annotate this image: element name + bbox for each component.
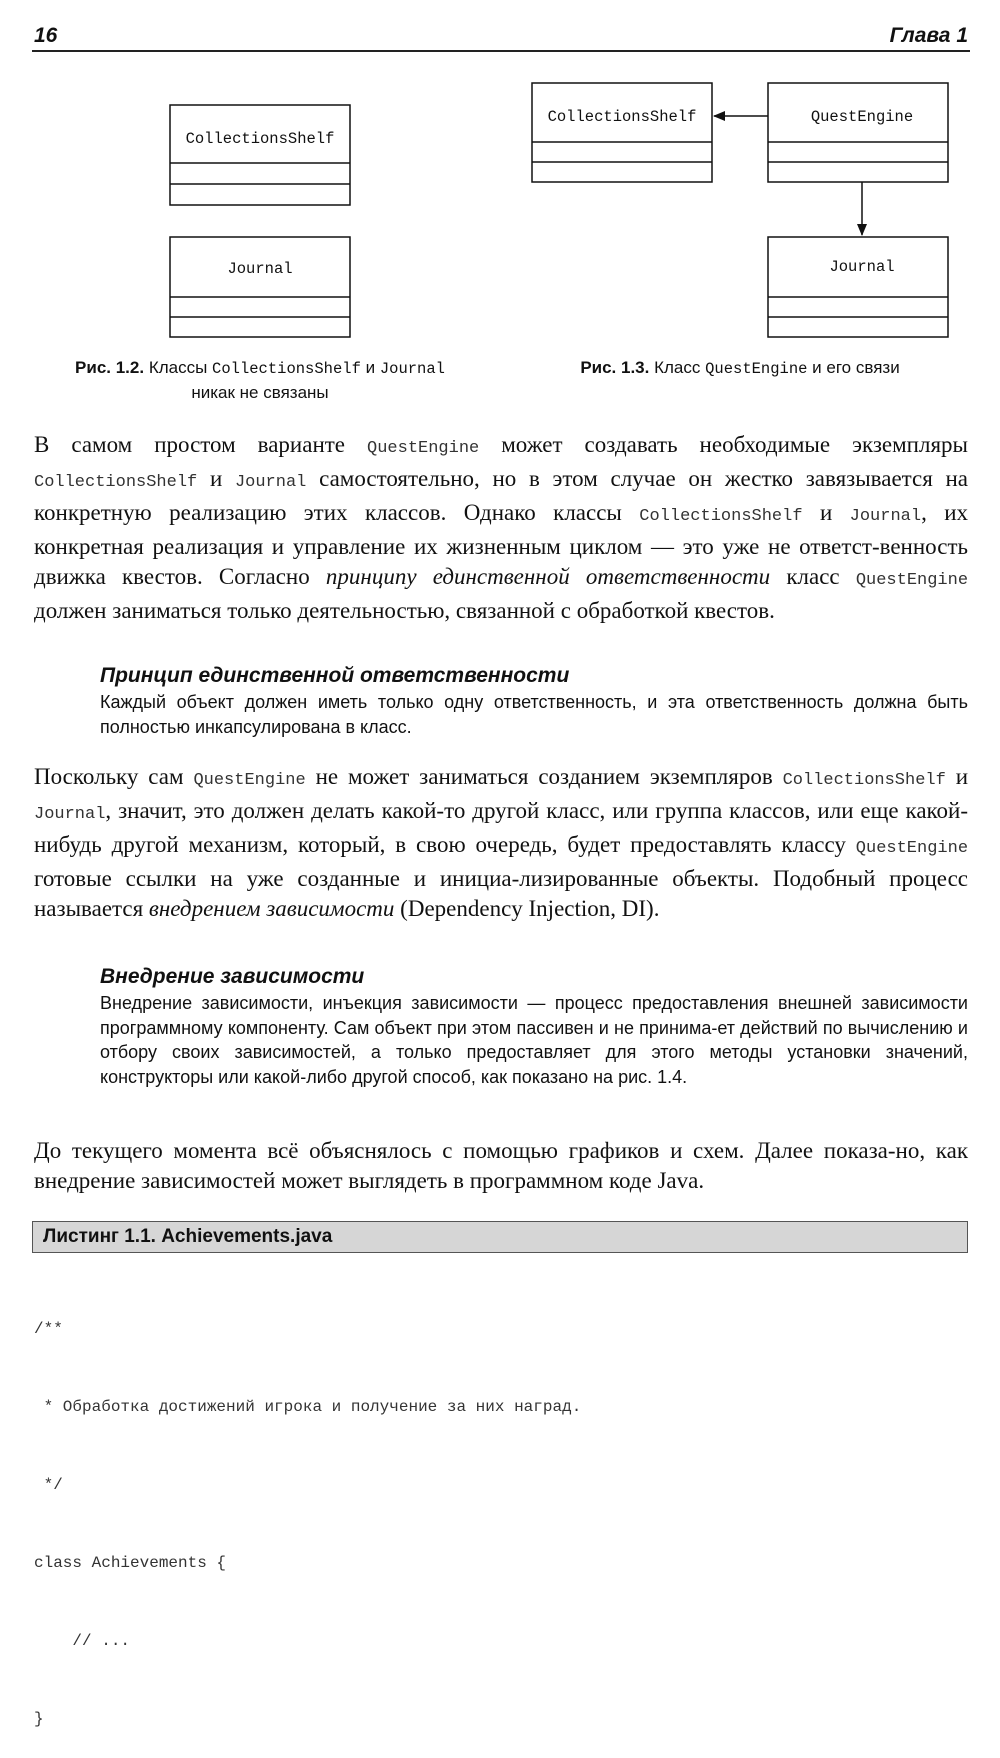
fig12-class1-name: CollectionsShelf <box>185 130 335 148</box>
note-body: Внедрение зависимости, инъекция зависимости — процесс предоставления внешней зависимости программному компоненту. Сам объект при этом пассивен и не принима-ет действий по вычислению и отбору своих зависимостей, а только предоставляет для этого методы установки значений, конструкторы или какой-либо другой способ, как показано на рис. 1.4. <box>100 993 968 1087</box>
uml-diagrams <box>0 0 1000 345</box>
paragraph-3: До текущего момента всё объяснялось с помощью графиков и схем. Далее показа-но, как внедрение зависимостей может выглядеть в программном коде Java. <box>34 1138 968 1193</box>
figure-caption-1-3: Рис. 1.3. Класс QuestEngine и его связи <box>580 358 900 378</box>
code-line: * Обработка достижений игрока и получение за них наград. <box>34 1398 582 1416</box>
page-number: 16 <box>34 24 58 47</box>
paragraph-2: Поскольку сам QuestEngine не может заниматься созданием экземпляров CollectionsShelf и Journal, значит, это должен делать какой-то другой класс, или группа классов, или еще какой-нибудь другой механизм, который, в свою очередь, будет предоставлять классу QuestEngine готовые ссылки на уже созданные и инициа-лизированные объекты. Подобный процесс называется внедрением зависимости (Dependency Injection, DI). <box>34 764 969 921</box>
paragraph-1: В самом простом варианте QuestEngine может создавать необходимые экземпляры CollectionsShelf и Journal самостоятельно, но в этом случае он жестко завязывается на конкретную реализацию этих классов. Однако классы CollectionsShelf и Journal, их конкретная реализация и управление их жизненным циклом — это уже не ответст-венность движка квестов. Согласно принципу единственной ответственности класс QuestEngine должен заниматься только деятельностью, связанной с обработкой квестов. <box>34 432 969 623</box>
definition-note-srp <box>100 662 968 739</box>
code-line: // ... <box>34 1632 131 1650</box>
fig13-class2-name: QuestEngine <box>810 108 914 126</box>
note-title: Внедрение зависимости <box>100 965 365 988</box>
note-title: Принцип единственной ответственности <box>100 664 570 687</box>
fig13-class-questengine <box>768 83 948 182</box>
figure-caption-1-2: Рис. 1.2. Классы CollectionsShelf и Journal никак не связаны <box>75 358 445 402</box>
fig13-class1-name: CollectionsShelf <box>547 108 697 126</box>
note-body: Каждый объект должен иметь только одну ответственность, и эта ответственность должна быть полностью инкапсулирована в класс. <box>100 692 968 737</box>
fig13-class-collectionsshelf <box>532 83 712 182</box>
fig13-class3-name: Journal <box>829 258 895 276</box>
fig13-class-journal <box>768 237 948 337</box>
fig12-class2-name: Journal <box>227 260 293 278</box>
fig12-class-journal <box>170 237 350 337</box>
code-line: */ <box>34 1476 63 1494</box>
chapter-title: Глава 1 <box>889 24 968 47</box>
caption-label: Рис. 1.2. <box>75 358 145 377</box>
code-listing <box>34 1264 964 1758</box>
code-line: } <box>34 1710 44 1728</box>
listing-title: Листинг 1.1. Achievements.java <box>32 1221 968 1253</box>
fig12-class-collectionsshelf <box>170 105 350 205</box>
code-line: /** <box>34 1320 63 1338</box>
definition-note-di <box>100 963 968 1089</box>
code-line: class Achievements { <box>34 1554 227 1572</box>
caption-label: Рис. 1.3. <box>580 358 650 377</box>
